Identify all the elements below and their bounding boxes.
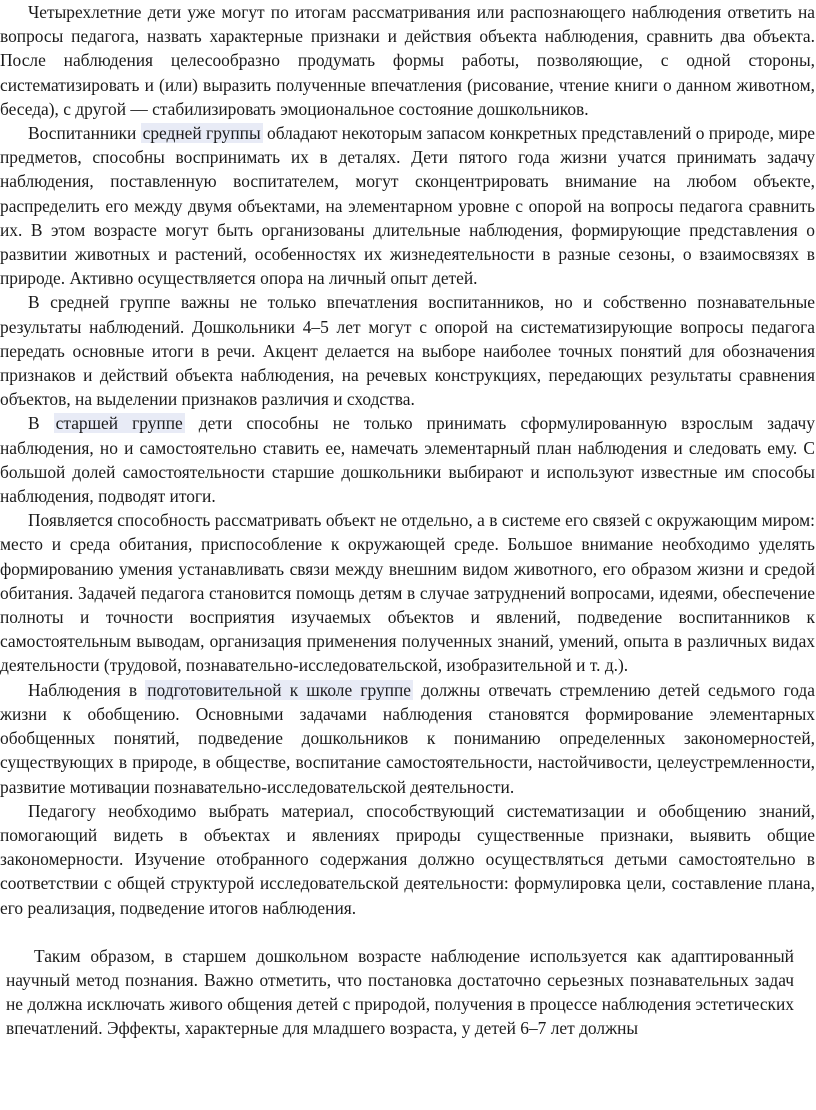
paragraph-teacher-material: Педагогу необходимо выбрать материал, способствующий систематизации и обобщению знаний, помогающий видеть в объектах и явлениях природы существенные признаки, выявить общие закономерности. Изучение отобранного содержания должно осуществляться детьми самостоятельно в соответствии с общей структурой исследовательской деятельности: формулировка цели, составление плана, его реализация, подведение итогов наблюдения.	[0, 800, 815, 918]
paragraph-text: обладают некоторым запасом конкретных представлений о природе, мире предметов, способны воспринимать их в деталях. Дети пятого года жизни учатся принимать задачу наблюдения, поставленную воспитателем, могут сконцентрировать внимание на любом объекте, распределить его между двумя объектами, на элементарном уровне с опорой на вопросы педагога сравнить их. В этом возрасте могут быть организованы длительные наблюдения, формирующие представления о развитии животных и растений, особенностях их жизнедеятельности в разные сезоны, о взаимосвязях в природе. Активно осуществляется опора на личный опыт детей.	[0, 123, 815, 289]
highlighted-term-middle-group: средней группы	[142, 123, 261, 144]
paragraph-middle-group	[0, 121, 816, 290]
paragraph-spacer	[0, 920, 816, 944]
paragraph-senior-group	[0, 411, 816, 508]
highlighted-term-senior-group: старшей группе	[55, 413, 183, 434]
paragraph-text: должны отвечать стремлению детей седьмого года жизни к обобщению. Основными задачами наблюдения становятся формирование элементарных обобщенных понятий, подведение дошкольников к пониманию определенных закономерностей, существующих в природе, в обществе, воспитание самостоятельности, настойчивости, целеустремленности, развитие мотивации познавательно-исследовательской деятельности.	[0, 679, 815, 797]
paragraph-text: В	[28, 413, 54, 434]
paragraph-four-year-olds: Четырехлетние дети уже могут по итогам рассматривания или распознающего наблюдения ответить на вопросы педагога, назвать характерные признаки и действия объекта наблюдения, сравнить два объекта. После наблюдения целесообразно продумать формы работы, позволяющие, с одной стороны, систематизировать и (или) выразить полученные впечатления (рисование, чтение книги о данном животном, беседа), с другой — стабилизировать эмоциональное состояние дошкольников.	[0, 2, 815, 119]
paragraph-conclusion: Таким образом, в старшем дошкольном возрасте наблюдение используется как адаптированный научный метод познания. Важно отметить, что постановка достаточно серьезных познавательных задач не должна исключать живого общения детей с природой, получения в процессе наблюдения эстетических впечатлений. Эффекты, характерные для младшего возраста, у детей 6–7 лет должны	[6, 945, 794, 1039]
highlighted-term-preparatory-group: подготовительной к школе группе	[147, 679, 412, 700]
paragraph-preparatory-group	[0, 678, 816, 799]
paragraph-text: дети способны не только принимать сформулированную взрослым задачу наблюдения, но и самостоятельно ставить ее, намечать элементарный план наблюдения и следовать ему. С большой долей самостоятельности старшие дошкольники выбирают и используют известные им способы наблюдения, подводят итоги.	[0, 413, 815, 507]
paragraph-system-of-connections: Появляется способность рассматривать объект не отдельно, а в системе его связей с окружающим миром: место и среда обитания, приспособление к окружающей среде. Большое внимание необходимо уделять формированию умения устанавливать связи между внешним видом животного, его образом жизни и средой обитания. Задачей педагога становится помощь детям в случае затруднений вопросами, идеями, обеспечение полноты и точности восприятия изучаемых объектов и явлений, подведение воспитанников к самостоятельным выводам, организация применения полученных знаний, умений, опыта в различных видах деятельности (трудовой, познавательно-исследовательской, изобразительной и т. д.).	[0, 510, 815, 676]
paragraph-middle-group-results: В средней группе важны не только впечатления воспитанников, но и собственно познавательные результаты наблюдений. Дошкольники 4–5 лет могут с опорой на систематизирующие вопросы педагога передать основные итоги в речи. Акцент делается на выборе наиболее точных понятий для обозначения признаков и действий объекта наблюдения, на речевых конструкциях, передающих результаты сравнения объектов, на выделении признаков различия и сходства.	[0, 292, 815, 410]
paragraph-text: Воспитанники	[28, 123, 141, 144]
paragraph-text: Наблюдения в	[28, 679, 146, 700]
